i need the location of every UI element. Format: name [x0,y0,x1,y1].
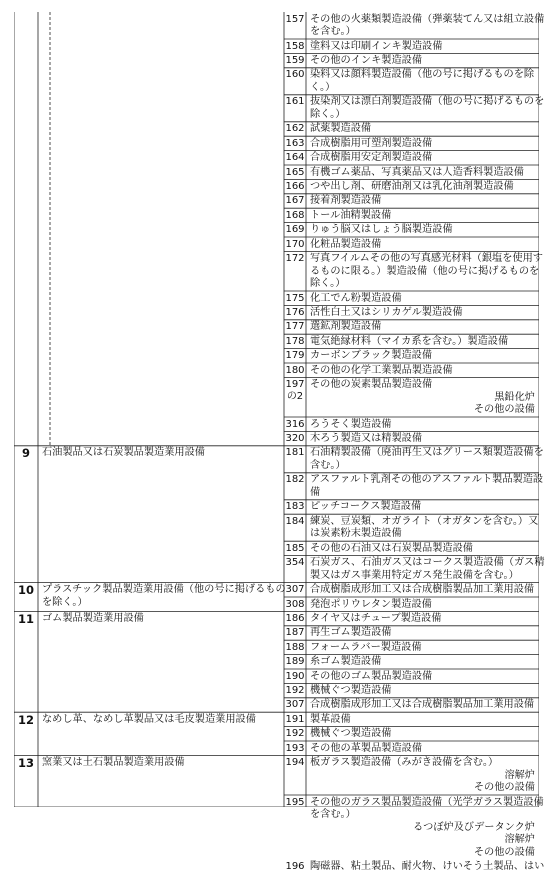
item-number: 197の2 [285,378,305,402]
item-description: ろうそく製造設備 [310,418,392,430]
item-description: 抜染剤又は漂白剤製造設備（他の号に掲げるものを [310,96,545,108]
section-title: ゴム製品製造業用設備 [42,612,144,624]
item-number: 177 [285,321,305,333]
item-number: 176 [285,306,305,318]
item-description: りゅう脳又はしょう脳製造設備 [310,224,453,236]
item-description: 含む。） [310,459,346,471]
item-number: 190 [285,670,305,682]
item-description: 機械ぐつ製造設備 [310,684,392,696]
item-description: を含む。） [310,809,356,821]
item-number: 185 [285,542,305,554]
item-number: 189 [285,656,305,668]
item-description: 練炭、豆炭類、オガライト（オガタンを含む。）又 [310,515,539,527]
item-number: 194 [285,756,305,768]
section-title: 窯業又は土石製品製造業用設備 [42,756,185,768]
item-description: フォームラバー製造設備 [310,641,422,653]
item-description: 除く。） [310,108,346,120]
item-number: 307 [285,699,305,711]
item-subcategory: 黒鉛化炉 [494,391,535,403]
item-description: 糸ゴム製造設備 [310,656,382,668]
item-subcategory: その他の設備 [473,404,535,416]
section-number: 12 [17,712,34,727]
item-description: 機械ぐつ製造設備 [310,728,392,740]
item-description: 接着剤製造設備 [310,195,382,207]
item-description: るものに限る。）製造設備（他の号に掲げるものを [310,265,540,277]
item-number: 316 [285,418,305,430]
item-description: ピッチコークス製造設備 [310,501,422,513]
item-description: 化粧品製造設備 [310,238,382,250]
item-description: 板ガラス製造設備（みがき設備を含む。） [310,756,499,768]
item-number: 157 [285,13,305,25]
item-description: 再生ゴム製造設備 [310,627,392,639]
item-description: 合成樹脂成形加工又は合成樹脂製品加工業用設備 [310,699,535,711]
item-number: 166 [285,180,305,192]
item-description: 有機ゴム薬品、写真薬品又は人造香料製造設備 [310,166,524,178]
item-subcategory: 溶解炉 [504,769,535,781]
item-number: 175 [285,292,305,304]
item-number: 170 [285,238,305,250]
table-sheet [14,12,545,873]
item-description: 合成樹脂用安定剤製造設備 [310,152,433,164]
item-description: タイヤ又はチューブ製造設備 [310,612,442,624]
item-number: 179 [285,350,305,362]
item-description: その他のゴム製品製造設備 [310,670,433,682]
item-description: は炭素粉末製造設備 [310,528,402,540]
item-description: 試薬製造設備 [310,123,372,135]
item-number: 184 [285,515,305,527]
item-description: 除く。） [310,278,346,290]
item-number: 165 [285,166,305,178]
item-number: 183 [285,501,305,513]
item-description: その他のインキ製造設備 [310,54,423,66]
item-number: 191 [285,713,305,725]
item-description: 塗料又は印刷インキ製造設備 [310,40,443,52]
item-number: 180 [285,364,305,376]
item-number: 167 [285,195,305,207]
item-description: 石炭ガス、石油ガス又はコークス製造設備（ガス精 [310,557,545,569]
item-number: 193 [285,742,305,754]
item-number: 181 [285,447,305,459]
item-description: 製又はガス事業用特定ガス発生設備を含む。） [310,569,519,581]
item-description: カーボンブラック製造設備 [310,350,433,362]
item-number: 160 [285,69,305,81]
item-description: を含む。） [310,26,356,38]
item-description: 発泡ポリウレタン製造設備 [310,598,432,610]
section-title-cont: を除く。） [42,596,88,608]
item-number: 187 [285,627,305,639]
item-description: 活性白土又はシリカゲル製造設備 [310,306,463,318]
item-description: アスファルト乳剤その他のアスファルト製品製造設 [310,474,544,486]
item-number: 195 [285,796,305,808]
item-description: 合成樹脂成形加工又は合成樹脂製品加工業用設備 [310,584,535,596]
item-description: その他の革製品製造設備 [310,742,423,754]
section-title: 石油製品又は石炭製品製造業用設備 [42,447,205,459]
item-description: その他の石油又は石炭製品製造設備 [310,542,473,554]
item-description: 写真フイルムその他の写真感光材料（銀塩を使用す [310,252,543,264]
item-description: 染料又は顔料製造設備（他の号に掲げるものを除 [310,69,535,81]
item-subcategory: 溶解炉 [504,834,535,846]
item-description: その他の炭素製品製造設備 [310,378,433,390]
item-number: 161 [285,96,305,108]
item-number: 178 [285,335,305,347]
item-subcategory: るつぼ炉及びデータンク炉 [413,821,535,833]
section-number: 11 [17,611,34,626]
item-number: 308 [285,598,305,610]
item-number: 168 [285,209,305,221]
item-description: く。） [310,81,336,93]
item-number: 186 [285,612,305,624]
item-description: つや出し剤、研磨油剤又は乳化油剤製造設備 [310,180,514,192]
item-description: その他の化学工業製品製造設備 [310,364,453,376]
item-description: 化工でん粉製造設備 [310,292,402,304]
item-subcategory: その他の設備 [473,846,535,858]
item-number: 354 [285,557,305,569]
section-title: なめし革、なめし革製品又は毛皮製造業用設備 [42,713,256,725]
item-description: トール油精製設備 [310,209,392,221]
item-description: 選鉱剤製造設備 [310,321,382,333]
section-title: プラスチック製品製造業用設備（他の号に掲げるもの [42,584,286,596]
section-number: 10 [17,583,34,598]
item-description: 石油精製設備（廃油再生又はグリース類製造設備を [310,447,544,459]
item-number: 307 [285,584,305,596]
item-description: 合成樹脂用可塑剤製造設備 [310,137,433,149]
item-description: 製革設備 [310,713,351,725]
section-number: 9 [21,446,30,461]
item-number: 192 [285,684,305,696]
item-number: 169 [285,224,305,236]
item-description: 木ろう製造又は精製設備 [310,432,423,444]
item-number: 182 [285,474,305,486]
item-number: 164 [285,152,305,164]
item-description: 電気絶縁材料（マイカ系を含む。）製造設備 [310,335,509,347]
item-number: 172 [285,252,305,264]
section-number: 13 [17,755,34,770]
item-description: 陶磁器、粘土製品、耐火物、けいそう土製品、はい [310,861,545,873]
item-description: その他の火薬類製造設備（弾薬装てん又は組立設備 [310,13,545,25]
item-number: 162 [285,123,305,135]
item-number: 192 [285,728,305,740]
item-number: 159 [285,54,305,66]
item-description: その他のガラス製品製造設備（光学ガラス製造設備 [310,796,544,808]
item-description: 備 [310,486,321,498]
item-number: 320 [285,432,305,444]
item-subcategory: その他の設備 [473,782,535,794]
item-number: 163 [285,137,305,149]
item-number: 188 [285,641,305,653]
item-number: 196 [285,861,305,873]
item-number: 158 [285,40,305,52]
